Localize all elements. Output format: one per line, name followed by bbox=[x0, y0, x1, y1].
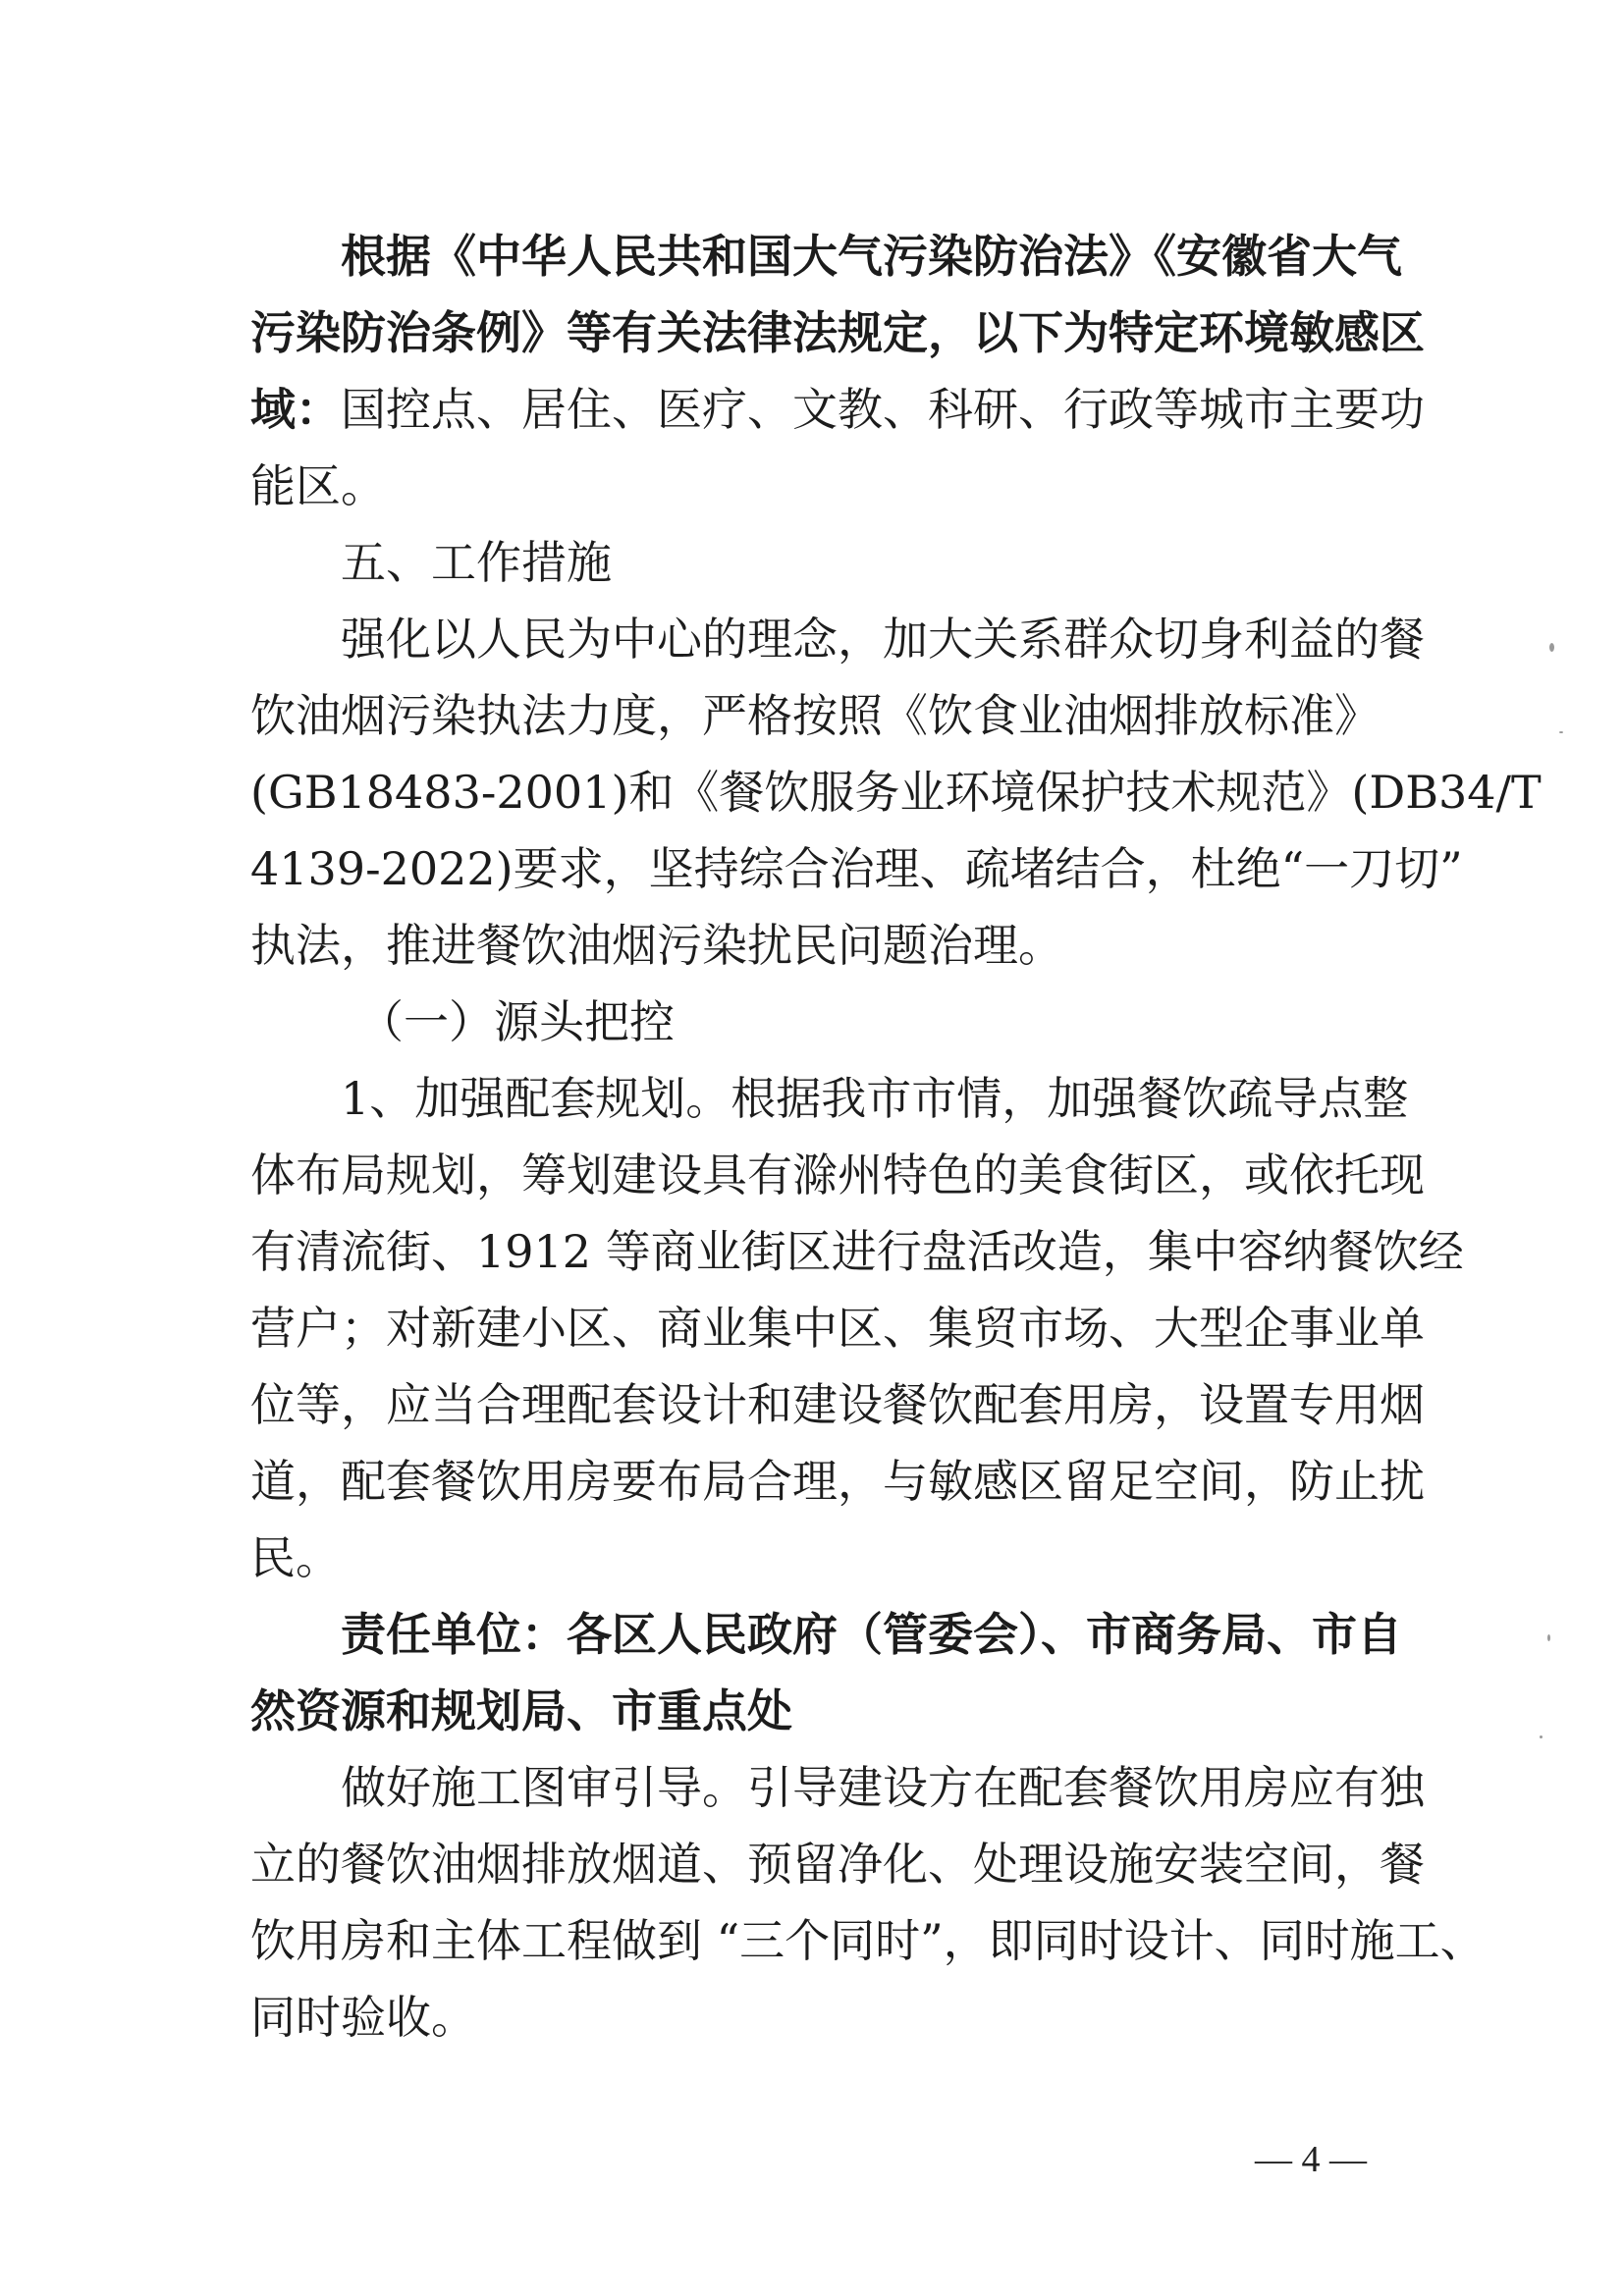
paragraph-line: 根据《中华人民共和国大气污染防治法》《安徽省大气 bbox=[341, 230, 1402, 283]
paragraph-line: 能区。 bbox=[250, 459, 386, 512]
bold-lead: 域： bbox=[250, 383, 341, 436]
paragraph-line: 体布局规划，筹划建设具有滁州特色的美食街区，或依托现 bbox=[250, 1148, 1425, 1201]
paragraph-line: 有清流街、1912 等商业街区进行盘活改造，集中容纳餐饮经 bbox=[250, 1225, 1464, 1278]
scan-speck bbox=[1549, 643, 1554, 652]
paragraph-line: 4139-2022)要求，坚持综合治理、疏堵结合，杜绝“一刀切” bbox=[250, 842, 1463, 895]
paragraph-line: 营户；对新建小区、商业集中区、集贸市场、大型企事业单 bbox=[250, 1302, 1425, 1355]
paragraph-line: 立的餐饮油烟排放烟道、预留净化、处理设施安装空间，餐 bbox=[250, 1838, 1425, 1891]
page-number: — 4 — bbox=[1255, 2139, 1367, 2180]
paragraph-line: 污染防治条例》等有关法律法规定，以下为特定环境敏感区 bbox=[250, 306, 1425, 359]
scan-speck bbox=[1559, 731, 1563, 733]
paragraph-line: 同时验收。 bbox=[250, 1991, 476, 2044]
subsection-heading: （一）源头把控 bbox=[358, 995, 675, 1048]
paragraph-line: 位等，应当合理配套设计和建设餐饮配套用房，设置专用烟 bbox=[250, 1378, 1425, 1431]
paragraph-line: 饮油烟污染执法力度，严格按照《饮食业油烟排放标准》 bbox=[250, 689, 1380, 742]
scan-speck bbox=[1547, 1634, 1550, 1641]
document-body bbox=[250, 218, 1542, 2056]
line-text: 国控点、居住、医疗、文教、科研、行政等城市主要功 bbox=[341, 383, 1425, 436]
paragraph-line: 民。 bbox=[250, 1531, 341, 1584]
paragraph-line: 执法，推进餐饮油烟污染扰民问题治理。 bbox=[250, 919, 1063, 972]
paragraph-line: 做好施工图审引导。引导建设方在配套餐饮用房应有独 bbox=[341, 1761, 1425, 1814]
paragraph-line: 饮用房和主体工程做到 “三个同时”，即同时设计、同时施工、 bbox=[250, 1914, 1486, 1967]
paragraph-line bbox=[250, 371, 1425, 448]
section-heading: 五、工作措施 bbox=[341, 536, 612, 589]
paragraph-line: 道，配套餐饮用房要布局合理，与敏感区留足空间，防止扰 bbox=[250, 1455, 1425, 1508]
paragraph-line: (GB18483-2001)和《餐饮服务业环境保护技术规范》(DB34/T bbox=[250, 766, 1542, 819]
responsible-units-line: 责任单位：各区人民政府（管委会）、市商务局、市自 bbox=[341, 1608, 1402, 1661]
responsible-units-line: 然资源和规划局、市重点处 bbox=[250, 1684, 792, 1737]
paragraph-line: 强化以人民为中心的理念，加大关系群众切身利益的餐 bbox=[341, 613, 1425, 666]
scan-speck bbox=[1540, 1735, 1543, 1738]
paragraph-line: 1、加强配套规划。根据我市市情，加强餐饮疏导点整 bbox=[341, 1072, 1409, 1125]
